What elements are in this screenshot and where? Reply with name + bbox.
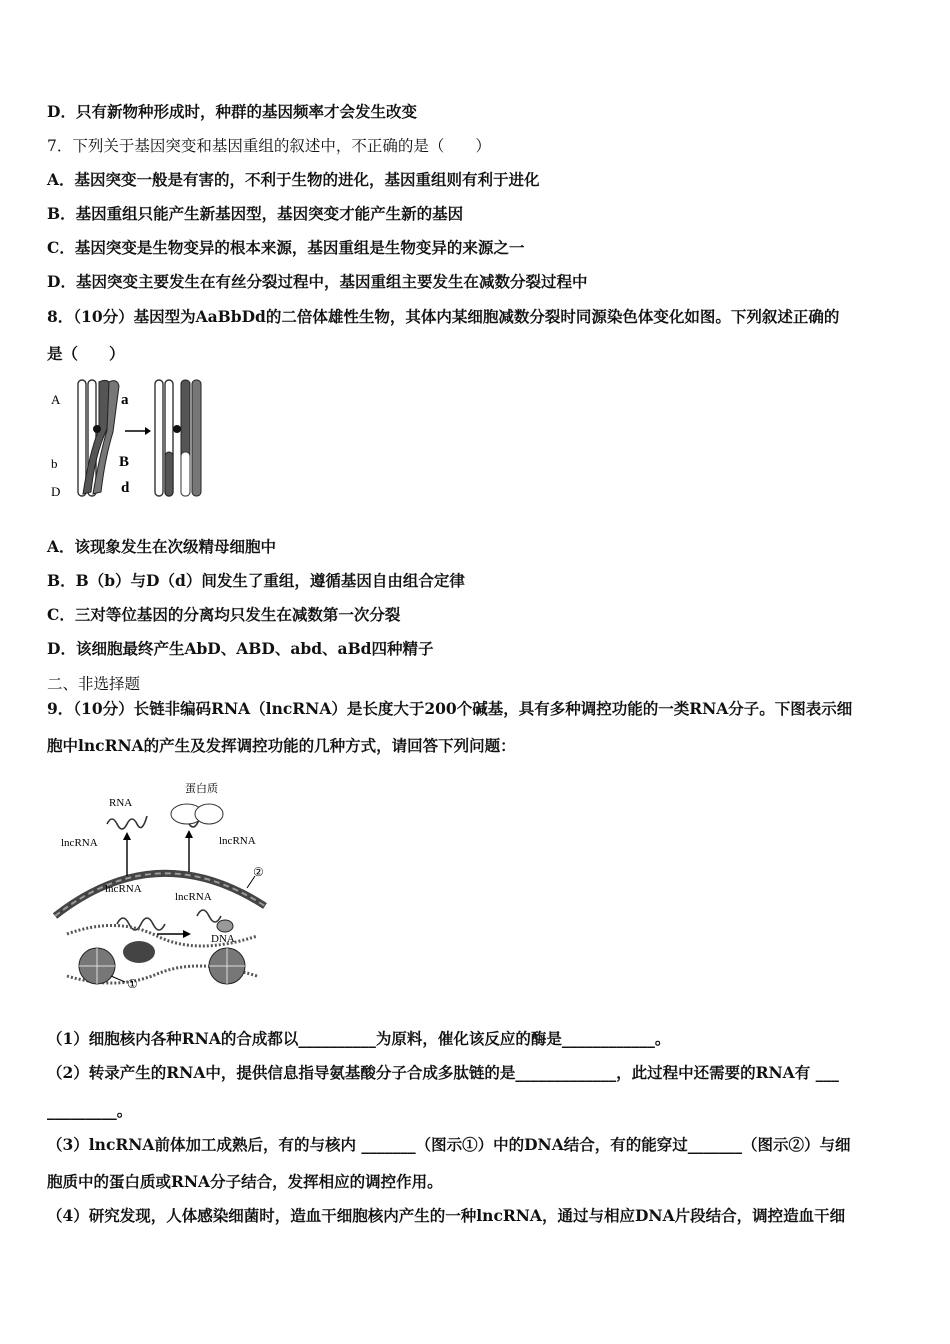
fig8-label-B: B bbox=[119, 454, 130, 470]
q6-option-d: D．只有新物种形成时，种群的基因频率才会发生改变 bbox=[47, 102, 417, 121]
lncrna-figure bbox=[47, 776, 277, 996]
fig9-label-rna: RNA bbox=[109, 797, 133, 809]
left-centromere bbox=[93, 425, 101, 433]
q8-stem-line1: 8．（10分）基因型为AaBbDd的二倍体雄性生物，其体内某细胞减数分裂时同源染色体变化如图。下列叙述正确的 bbox=[47, 307, 840, 326]
polymerase bbox=[123, 941, 155, 963]
q9-sub3-line2: 胞质中的蛋白质或RNA分子结合，发挥相应的调控作用。 bbox=[47, 1172, 443, 1191]
fig8-label-a: a bbox=[121, 392, 129, 408]
q7-stem: 7．下列关于基因突变和基因重组的叙述中，不正确的是（ ） bbox=[47, 137, 491, 155]
q7-option-b: B．基因重组只能产生新基因型，基因突变才能产生新的基因 bbox=[47, 204, 464, 223]
q9-sub2-line1: （2）转录产生的RNA中，提供信息指导氨基酸分子合成多肽链的是_____________，此过程中还需要的RNA有 ___ bbox=[47, 1063, 839, 1082]
q7-option-d: D．基因突变主要发生在有丝分裂过程中，基因重组主要发生在减数分裂过程中 bbox=[47, 272, 588, 291]
q9-sub4: （4）研究发现，人体感染细菌时，造血干细胞核内产生的一种lncRNA，通过与相应DNA片段结合，调控造血干细 bbox=[47, 1206, 846, 1225]
fig8-label-A: A bbox=[51, 392, 61, 407]
q8-option-c: C．三对等位基因的分离均只发生在减数第一次分裂 bbox=[47, 605, 401, 624]
fig9-label-mark1: ① bbox=[127, 977, 138, 991]
arrow bbox=[125, 427, 151, 435]
fig9-label-dna: DNA bbox=[211, 933, 235, 945]
fig9-label-protein: 蛋白质 bbox=[185, 783, 218, 795]
q8-option-b: B．B（b）与D（d）间发生了重组，遵循基因自由组合定律 bbox=[47, 571, 465, 590]
section-heading: 二、非选择题 bbox=[47, 675, 141, 693]
fig8-label-d: d bbox=[121, 480, 130, 496]
fig8-label-b: b bbox=[51, 456, 58, 471]
q9-sub3-line1: （3）lncRNA前体加工成熟后，有的与核内 _______（图示①）中的DNA结合，有的能穿过_______（图示②）与细 bbox=[47, 1135, 851, 1154]
q8-stem-line2: 是（ ） bbox=[47, 344, 125, 363]
q7-option-c: C．基因突变是生物变异的根本来源，基因重组是生物变异的来源之一 bbox=[47, 238, 525, 257]
q8-option-d: D．该细胞最终产生AbD、ABD、abd、aBd四种精子 bbox=[47, 639, 434, 658]
fig9-label-lnc-top-left: lncRNA bbox=[61, 837, 98, 849]
q8-option-a: A．该现象发生在次级精母细胞中 bbox=[47, 537, 277, 556]
fig9-label-mark2: ② bbox=[253, 865, 264, 879]
fig9-label-lnc-center-right: lncRNA bbox=[175, 891, 212, 903]
q9-stem-line1: 9．（10分）长链非编码RNA（lncRNA）是长度大于200个碱基，具有多种调控功能的一类RNA分子。下图表示细 bbox=[47, 699, 853, 718]
q7-option-a: A．基因突变一般是有害的，不利于生物的进化，基因重组则有利于进化 bbox=[47, 170, 540, 189]
chromosome-figure bbox=[47, 374, 217, 506]
fig9-label-lnc-center-left: lncRNA bbox=[105, 883, 142, 895]
q9-sub2-line2: _________。 bbox=[47, 1101, 133, 1120]
q9-sub1: （1）细胞核内各种RNA的合成都以__________为原料，催化该反应的酶是____________。 bbox=[47, 1029, 671, 1048]
fig8-label-D: D bbox=[51, 484, 61, 499]
nuclear-envelope bbox=[55, 873, 265, 916]
fig9-label-lnc-top-right: lncRNA bbox=[219, 835, 256, 847]
q9-stem-line2: 胞中lncRNA的产生及发挥调控功能的几种方式，请回答下列问题： bbox=[47, 736, 516, 755]
right-centromere bbox=[173, 425, 181, 433]
